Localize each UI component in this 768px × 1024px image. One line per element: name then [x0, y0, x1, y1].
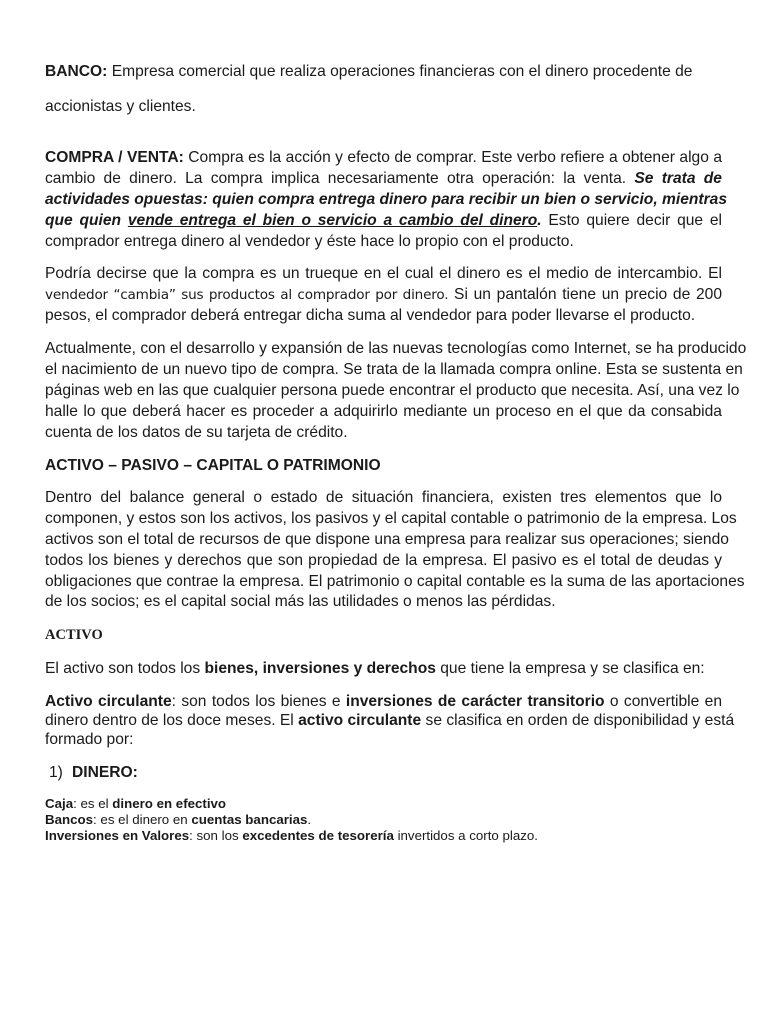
actual-line-4: halle lo que deberá hacer es proceder a adquirirlo mediante un proceso en el que da consabida: [45, 403, 722, 420]
compra-line-4: que quien vende entrega el bien o servicio a cambio del dinero. Esto quiere decir que el: [45, 212, 723, 229]
banco-text: Empresa comercial que realiza operaciones financieras con el dinero procedente de: [107, 63, 693, 80]
circulante-line-2: dinero dentro de los doce meses. El activo circulante se clasifica en orden de disponibilidad y está: [45, 712, 735, 729]
actual-line-1: Actualmente, con el desarrollo y expansión de las nuevas tecnologías como Internet, se ha producido: [45, 340, 747, 357]
balance-line-6: de los socios; es el capital social más las utilidades o menos las pérdidas.: [45, 593, 556, 610]
balance-line-1: Dentro del balance general o estado de situación financiera, existen tres elementos que lo: [45, 489, 722, 506]
compra-line-1: COMPRA / VENTA: Compra es la acción y efecto de comprar. Este verbo refiere a obtener algo a: [45, 149, 722, 166]
trueque-line-1: Podría decirse que la compra es un trueque en el cual el dinero es el medio de intercambio. El: [45, 265, 722, 282]
banco-term: BANCO:: [45, 63, 108, 80]
compra-line-3: actividades opuestas: quien compra entrega dinero para recibir un bien o servicio, mientras: [45, 191, 727, 208]
banco-paragraph-line-2: accionistas y clientes.: [45, 98, 196, 115]
actual-line-5: cuenta de los datos de su tarjeta de crédito.: [45, 424, 348, 441]
activo-definition: El activo son todos los bienes, inversiones y derechos que tiene la empresa y se clasifica en:: [45, 660, 705, 677]
trueque-line-3: pesos, el comprador deberá entregar dicha suma al vendedor para poder llevarse el producto.: [45, 307, 696, 324]
banco-paragraph-line-1: [45, 63, 692, 81]
compra-line-2: cambio de dinero. La compra implica necesariamente otra operación: la venta. Se trata de: [45, 170, 722, 187]
compra-line-5: comprador entrega dinero al vendedor y éste hace lo propio con el producto.: [45, 233, 574, 250]
section-heading-activo: ACTIVO: [45, 627, 103, 643]
list-item-dinero: DINERO:: [72, 764, 138, 781]
balance-line-4: todos los bienes y derechos que son propiedad de la empresa. El pasivo es el total de deudas y: [45, 552, 722, 569]
dinero-bancos: Bancos: es el dinero en cuentas bancarias.: [45, 812, 312, 827]
compra-term: COMPRA / VENTA:: [45, 149, 184, 166]
section-heading-activo-pasivo: ACTIVO – PASIVO – CAPITAL O PATRIMONIO: [45, 457, 381, 474]
actual-line-2: el nacimiento de un nuevo tipo de compra. Se trata de la llamada compra online. Esta se sustenta en: [45, 361, 743, 378]
compra-underlined-phrase: vende entrega el bien o servicio a cambio del dinero: [127, 212, 538, 229]
circulante-line-1: Activo circulante: son todos los bienes e inversiones de carácter transitorio o convertible en: [45, 693, 722, 710]
dinero-inversiones: Inversiones en Valores: son los excedentes de tesorería invertidos a corto plazo.: [45, 828, 538, 843]
balance-line-3: activos son el total de recursos de que dispone una empresa para realizar sus operaciones; siendo: [45, 531, 729, 548]
actual-line-3: páginas web en las que cualquier persona puede encontrar el producto que necesita. Así, una vez lo: [45, 382, 740, 399]
dinero-caja: Caja: es el dinero en efectivo: [45, 796, 227, 811]
balance-line-5: obligaciones que contrae la empresa. El patrimonio o capital contable es la suma de las aportaciones: [45, 573, 745, 590]
trueque-line-2: vendedor “cambia” sus productos al comprador por dinero. Si un pantalón tiene un precio de 200: [45, 286, 722, 303]
circulante-line-3: formado por:: [45, 731, 134, 748]
list-item-number: 1): [49, 764, 63, 781]
balance-line-2: componen, y estos son los activos, los pasivos y el capital contable o patrimonio de la empresa. Los: [45, 510, 737, 527]
